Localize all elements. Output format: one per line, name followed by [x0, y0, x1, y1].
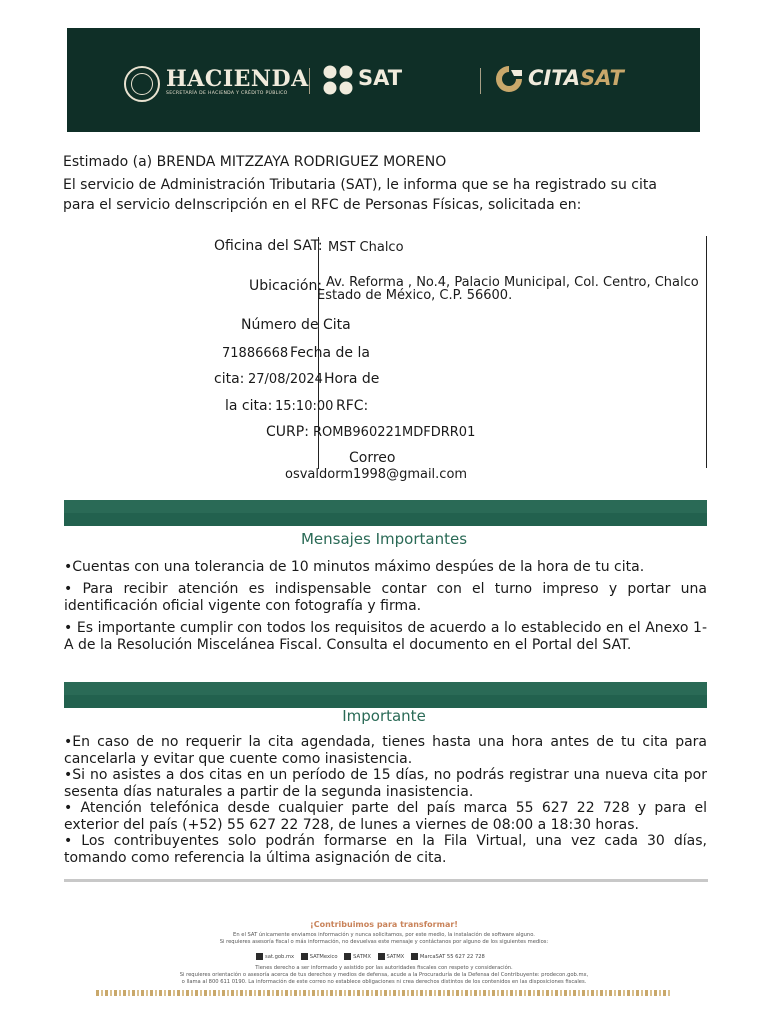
hacienda-seal-inner	[131, 73, 153, 95]
footer-twitter[interactable]: SATMX	[353, 954, 371, 960]
ubicacion-line-2: Estado de México, C.P. 56600.	[317, 288, 513, 303]
footer-social-row	[256, 953, 485, 960]
footer-youtube[interactable]: SATMX	[386, 954, 405, 960]
section-bar	[64, 500, 707, 513]
ubicacion-line-1: Av. Reforma , No.4, Palacio Municipal, Col. Centro, Chalco	[326, 275, 699, 290]
citasat-part1: CITA	[528, 66, 581, 90]
details-right-line	[706, 236, 707, 468]
importante-item: •En caso de no requerir la cita agendada, tienes hasta una hora antes de tu cita para cancelarla y evitar que cuente como inasistencia.	[64, 734, 707, 767]
footer-line-4: Si requieres orientación o asesoría acerca de tus derechos y medios de defensa, acude a la Procuraduría de la Defensa del Contribuyente: prodecon.gob.mx,	[179, 972, 589, 978]
marcasat-icon	[411, 953, 418, 960]
mensajes-item: • Para recibir atención es indispensable contar con el turno impreso y portar una identificación oficial vigente con fotografía y firma.	[64, 581, 707, 614]
hora-label-1: Hora de	[324, 371, 380, 387]
oficina-value: MST Chalco	[328, 240, 404, 255]
footer-title: ¡Contribuimos para transformar!	[310, 920, 458, 929]
importante-title: Importante	[342, 707, 426, 725]
correo-label: Correo	[349, 450, 396, 466]
footer-marcasat: MarcaSAT 55 627 22 728	[419, 954, 485, 960]
section-bar	[64, 682, 707, 695]
logo-divider	[480, 68, 481, 94]
importante-item: • Los contribuyentes solo podrán formarse en la Fila Virtual, una vez cada 30 días, tomando como referencia la última asignación de cita.	[64, 833, 707, 866]
greeting: Estimado (a) BRENDA MITZZAYA RODRIGUEZ MORENO	[63, 154, 447, 170]
hacienda-logo-text: HACIENDA	[166, 66, 309, 92]
oficina-label: Oficina del SAT:	[214, 238, 323, 254]
footer-web[interactable]: sat.gob.mx	[265, 954, 295, 960]
hora-label-2: la cita:	[225, 398, 273, 414]
sat-logo-icon	[322, 64, 354, 96]
footer-line-2: Si requieres asesoría fiscal o más información, no devuelvas este mensaje y contáctanos por alguno de los siguientes medios:	[219, 939, 549, 945]
section-bar	[64, 513, 707, 526]
mensajes-item: •Cuentas con una tolerancia de 10 minutos máximo despúes de la hora de tu cita.	[64, 559, 645, 575]
footer-decorative-border	[96, 990, 672, 996]
intro-line-1: El servicio de Administración Tributaria (SAT), le informa que se ha registrado su cita	[63, 177, 657, 193]
fecha-value: 27/08/2024	[248, 372, 323, 387]
footer-line-1: En el SAT únicamente enviamos información y nunca solicitamos, por este medio, la instalación de software alguno.	[233, 932, 535, 938]
footer-line-5: o llama al 800 611 0190. La información de este correo no establece obligaciones ni crea derechos distintos de los contenidos en las disposiciones fiscales.	[181, 979, 587, 985]
mensajes-title: Mensajes Importantes	[300, 530, 468, 548]
citasat-part2: SAT	[580, 66, 624, 90]
twitter-icon	[344, 953, 351, 960]
importante-item: • Atención telefónica desde cualquier parte del país marca 55 627 22 728 y para el exterior del país (+52) 55 627 22 728, de lunes a viernes de 08:00 a 18:30 horas.	[64, 800, 707, 833]
curp-value: ROMB960221MDFDRR01	[313, 425, 476, 440]
rfc-label: RFC:	[336, 398, 369, 414]
fecha-label-2: cita:	[214, 371, 245, 387]
importante-item: •Si no asistes a dos citas en un período de 15 días, no podrás registrar una nueva cita por sesenta días naturales a partir de la segunda inasistencia.	[64, 767, 707, 800]
citasat-logo-text	[528, 66, 624, 90]
hacienda-subtitle: SECRETARÍA DE HACIENDA Y CRÉDITO PÚBLICO	[166, 91, 288, 96]
divider	[64, 879, 708, 882]
correo-value: osvaldorm1998@gmail.com	[285, 467, 468, 482]
footer-line-3: Tienes derecho a ser informado y asistido por las autoridades fiscales con respeto y consideración.	[255, 965, 513, 971]
footer-facebook[interactable]: SATMexico	[309, 954, 338, 960]
citasat-logo-icon	[494, 64, 524, 94]
web-icon	[256, 953, 263, 960]
numero-cita-value: 71886668	[222, 346, 289, 361]
ubicacion-label: Ubicación:	[249, 278, 323, 294]
youtube-icon	[378, 953, 385, 960]
facebook-icon	[301, 953, 308, 960]
curp-label: CURP:	[266, 424, 309, 440]
fecha-label-1: Fecha de la	[290, 345, 370, 361]
sat-logo-text: SAT	[358, 66, 403, 90]
logo-divider	[309, 68, 310, 94]
hora-value: 15:10:00	[275, 399, 334, 414]
numero-cita-label: Número de Cita	[241, 317, 351, 333]
intro-line-2: para el servicio deInscripción en el RFC de Personas Físicas, solicitada en:	[63, 197, 582, 213]
mensajes-item: • Es importante cumplir con todos los requisitos de acuerdo a lo establecido en el Anexo 1-A de la Resolución Miscelánea Fiscal. Consulta el documento en el Portal del SAT.	[64, 620, 707, 653]
